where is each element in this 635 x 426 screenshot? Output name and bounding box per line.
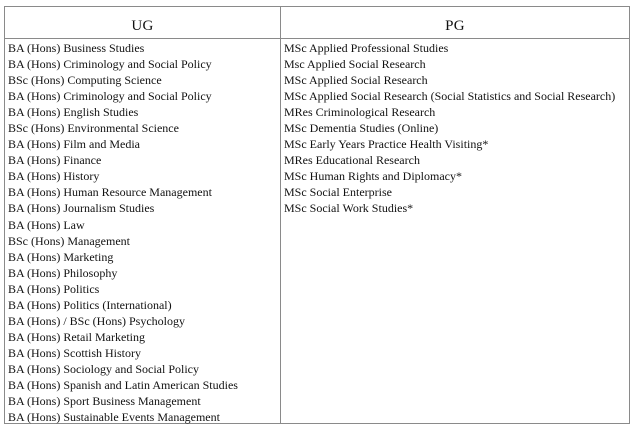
- ug-course-item: BSc (Hons) Management: [8, 233, 130, 248]
- pg-course-item: MRes Criminological Research: [284, 105, 436, 120]
- ug-course-item: BA (Hons) English Studies: [8, 105, 139, 120]
- ug-course-item: BA (Hons) Spanish and Latin American Studies: [8, 377, 238, 392]
- ug-course-list: [5, 39, 280, 425]
- pg-course-item: MSc Dementia Studies (Online): [284, 121, 439, 136]
- pg-course-item: MSc Applied Professional Studies: [284, 41, 449, 55]
- pg-course-item: MSc Applied Social Research: [284, 73, 428, 88]
- pg-column: [281, 7, 629, 423]
- ug-course-item: BA (Hons) Marketing: [8, 249, 114, 264]
- ug-course-item: BA (Hons) Sociology and Social Policy: [8, 361, 199, 376]
- ug-course-item: BA (Hons) History: [8, 169, 100, 184]
- ug-course-item: BA (Hons) Film and Media: [8, 137, 140, 152]
- ug-course-item: BSc (Hons) Computing Science: [8, 73, 162, 88]
- ug-course-item: BA (Hons) Philosophy: [8, 265, 118, 280]
- ug-course-item: BA (Hons) Journalism Studies: [8, 201, 155, 216]
- pg-course-item: MSc Early Years Practice Health Visiting*: [284, 137, 489, 152]
- pg-course-item: MRes Educational Research: [284, 153, 420, 168]
- ug-course-item: BA (Hons) Sustainable Events Management: [8, 410, 220, 425]
- ug-course-item: BA (Hons) Law: [8, 217, 85, 232]
- pg-header: PG: [281, 7, 629, 39]
- ug-course-item: BA (Hons) Finance: [8, 153, 102, 168]
- pg-course-item: MSc Applied Social Research (Social Statistics and Social Research): [284, 89, 616, 104]
- pg-course-item: MSc Social Work Studies*: [284, 201, 414, 216]
- ug-course-item: BA (Hons) Retail Marketing: [8, 329, 145, 344]
- ug-course-item: BA (Hons) Criminology and Social Policy: [8, 89, 212, 104]
- pg-course-list: [281, 39, 629, 217]
- pg-course-item: MSc Human Rights and Diplomacy*: [284, 169, 462, 184]
- ug-course-item: BA (Hons) Scottish History: [8, 345, 142, 360]
- pg-course-item: Msc Applied Social Research: [284, 57, 426, 72]
- ug-course-item: BA (Hons) Human Resource Management: [8, 185, 212, 200]
- ug-course-item: BA (Hons) Politics: [8, 281, 100, 296]
- ug-course-item: BA (Hons) Sport Business Management: [8, 394, 201, 409]
- ug-course-item: BA (Hons) Business Studies: [8, 41, 145, 55]
- courses-table: [4, 6, 630, 424]
- ug-course-item: BSc (Hons) Environmental Science: [8, 121, 179, 136]
- ug-header: UG: [5, 7, 280, 39]
- pg-course-item: MSc Social Enterprise: [284, 185, 392, 200]
- ug-course-item: BA (Hons) / BSc (Hons) Psychology: [8, 313, 186, 328]
- ug-course-item: BA (Hons) Criminology and Social Policy: [8, 57, 212, 72]
- ug-column: [5, 7, 281, 423]
- ug-course-item: BA (Hons) Politics (International): [8, 297, 172, 312]
